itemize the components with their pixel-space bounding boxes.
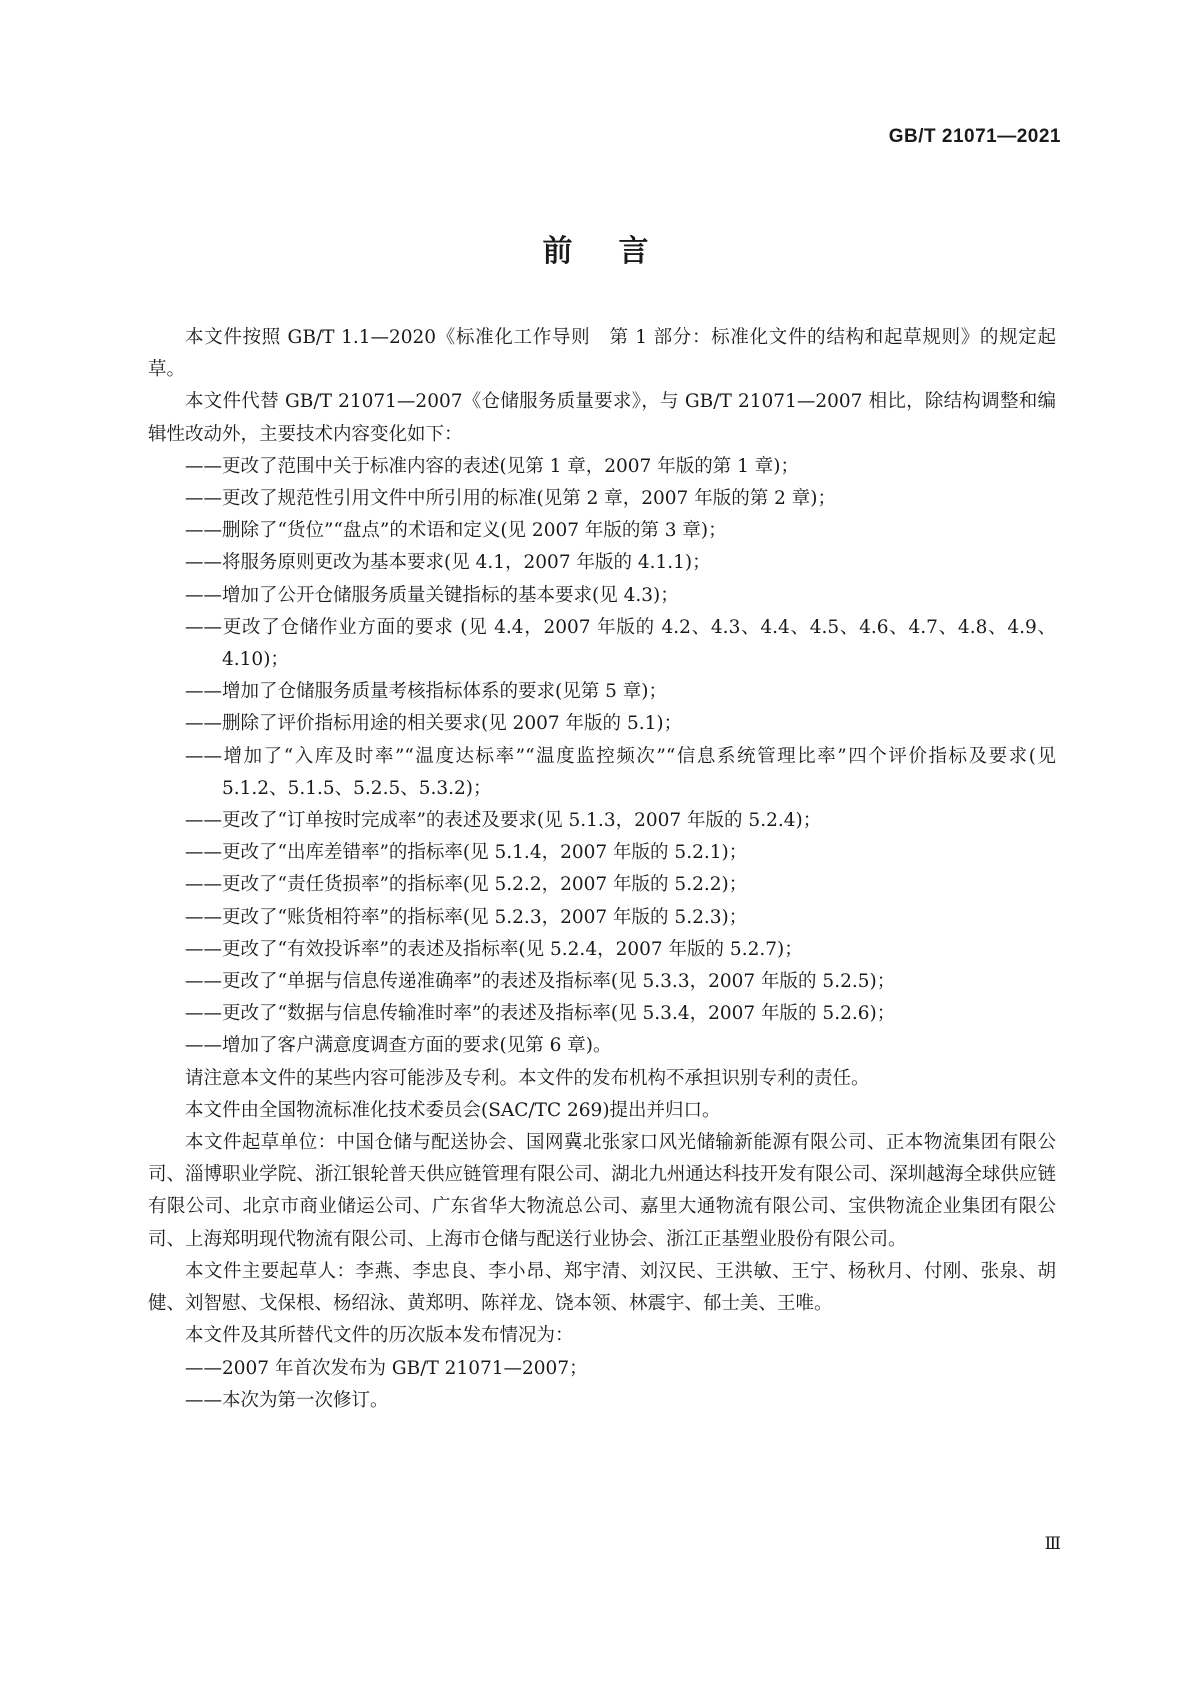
list-item: ——将服务原则更改为基本要求(见 4.1，2007 年版的 4.1.1)；: [185, 552, 711, 574]
paragraph: 本文件按照 GB/T 1.1—2020《标准化工作导则 第 1 部分：标准化文件的结构和起草规则》的规定起草。: [148, 327, 1056, 381]
page-title: 前言: [542, 234, 695, 269]
paragraph: 本文件起草单位：中国仓储与配送协会、国网冀北张家口风光储输新能源有限公司、正本物流集团有限公司、淄博职业学院、浙江银轮普天供应链管理有限公司、湖北九州通达科技开发有限公司、深圳越海全球供应链有限公司、北京市商业储运公司、广东省华大物流总公司、嘉里大通物流有限公司、宝供物流企业集团有限公司、上海郑明现代物流有限公司、上海市仓储与配送行业协会、浙江正基塑业股份有限公司。: [148, 1132, 1056, 1250]
list-item: ——删除了评价指标用途的相关要求(见 2007 年版的 5.1)；: [185, 713, 683, 735]
list-item: ——更改了“订单按时完成率”的表述及要求(见 5.1.3，2007 年版的 5.2.4)；: [185, 810, 822, 832]
list-item: ——2007 年首次发布为 GB/T 21071—2007；: [185, 1357, 588, 1379]
list-item: ——增加了仓储服务质量考核指标体系的要求(见第 5 章)；: [185, 681, 667, 703]
list-item: ——删除了“货位”“盘点”的术语和定义(见 2007 年版的第 3 章)；: [185, 520, 727, 542]
list-item: ——增加了“入库及时率”“温度达标率”“温度监控频次”“信息系统管理比率”四个评价指标及要求(见 5.1.2、5.1.5、5.2.5、5.3.2)；: [185, 745, 1056, 799]
document-body: [148, 322, 1056, 1417]
paragraph: 本文件主要起草人：李燕、李忠良、李小昂、郑宇清、刘汉民、王洪敏、王宁、杨秋月、付刚、张泉、胡健、刘智慰、戈保根、杨绍泳、黄郑明、陈祥龙、饶本领、林震宇、郁士美、王唯。: [148, 1260, 1056, 1315]
list-item: ——更改了“数据与信息传输准时率”的表述及指标率(见 5.3.4，2007 年版的 5.2.6)；: [185, 1003, 896, 1025]
list-item: ——更改了“责任货损率”的指标率(见 5.2.2，2007 年版的 5.2.2)；: [185, 874, 748, 896]
paragraph: 请注意本文件的某些内容可能涉及专利。本文件的发布机构不承担识别专利的责任。: [185, 1067, 870, 1089]
list-item: ——更改了规范性引用文件中所引用的标准(见第 2 章，2007 年版的第 2 章)；: [185, 488, 836, 510]
list-item: ——更改了范围中关于标准内容的表述(见第 1 章，2007 年版的第 1 章)；: [185, 455, 799, 477]
paragraph: 本文件由全国物流标准化技术委员会(SAC/TC 269)提出并归口。: [185, 1099, 721, 1121]
list-item: ——更改了“账货相符率”的指标率(见 5.2.3，2007 年版的 5.2.3)；: [185, 906, 748, 928]
page-number: Ⅲ: [1044, 1534, 1061, 1554]
list-item: ——增加了客户满意度调查方面的要求(见第 6 章)。: [185, 1035, 612, 1057]
list-item: ——更改了“有效投诉率”的表述及指标率(见 5.2.4，2007 年版的 5.2.7)；: [185, 938, 803, 960]
list-item: ——增加了公开仓储服务质量关键指标的基本要求(见 4.3)；: [185, 584, 679, 606]
list-item: ——更改了“出库差错率”的指标率(见 5.1.4，2007 年版的 5.2.1)；: [185, 842, 748, 864]
list-item: ——本次为第一次修订。: [185, 1389, 389, 1411]
standard-number: GB/T 21071—2021: [888, 126, 1061, 147]
list-item: ——更改了“单据与信息传递准确率”的表述及指标率(见 5.3.3，2007 年版的 5.2.5)；: [185, 971, 896, 993]
paragraph: 本文件代替 GB/T 21071—2007《仓储服务质量要求》，与 GB/T 21071—2007 相比，除结构调整和编辑性改动外，主要技术内容变化如下：: [148, 391, 1056, 445]
list-item: ——更改了仓储作业方面的要求 (见 4.4，2007 年版的 4.2、4.3、4.4、4.5、4.6、4.7、4.8、4.9、4.10)；: [185, 616, 1056, 671]
paragraph: 本文件及其所替代文件的历次版本发布情况为：: [185, 1325, 574, 1347]
